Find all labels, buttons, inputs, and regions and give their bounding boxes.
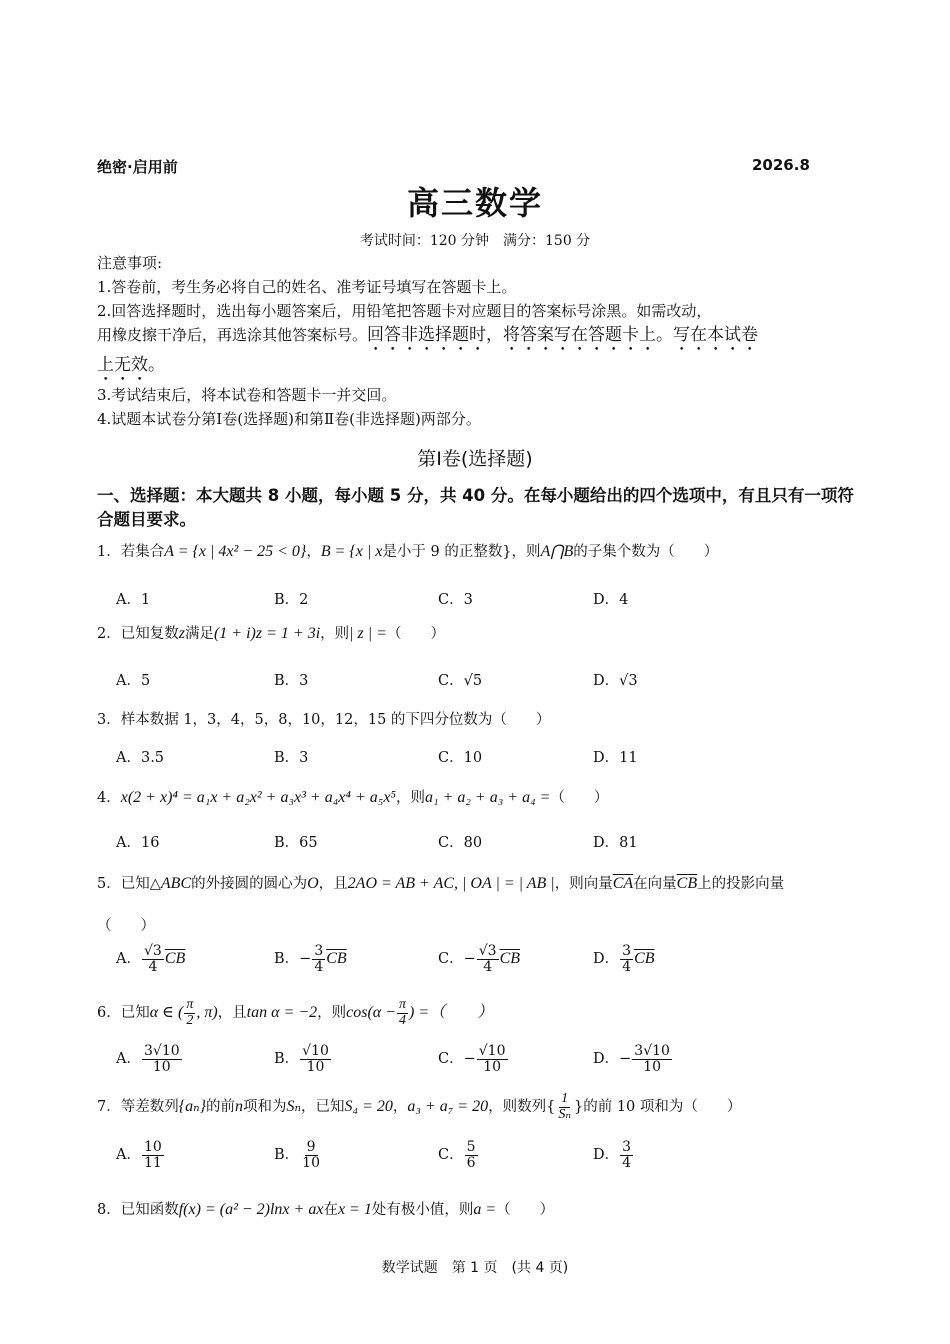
q6-option-c: C．− $\frac{√10}{10}$: [438, 1043, 506, 1075]
question-7: 7．等差数列{aₙ}的前n项和为Sₙ，已知S₄ = 20，a₃ + a₇ = 20，则数列{ $\frac{1}{\text{Sₙ}}$ }的前 10 项和为（ ）: [97, 1091, 742, 1122]
note-1: 1.答卷前，考生务必将自己的姓名、准考证号填写在答题卡上。: [97, 278, 517, 296]
q1-option-b: B．2: [274, 592, 309, 608]
q5-option-a: A． $\frac{√3}{4}$ $\overline{CB}$: [116, 943, 186, 975]
note-2a: 2.回答选择题时，选出每小题答案后，用铅笔把答题卡对应题目的答案标号涂黑。如需改动，: [97, 302, 712, 320]
q5-option-c: C．− $\frac{√3}{4}$ $\overline{CB}$: [438, 943, 521, 975]
page-footer: 数学试题 第 1 页 (共 4 页): [381, 1260, 569, 1276]
q4-option-a: A．16: [116, 835, 160, 851]
q7-option-d: D． $\frac{3}{4}$: [593, 1139, 632, 1171]
q6-option-b: B． $\frac{√10}{10}$: [274, 1043, 329, 1075]
notes-heading: 注意事项:: [97, 254, 163, 272]
note-2b: 用橡皮擦干净后，再选涂其他答案标号。回答非选择题时，将答案写在答题卡上。写在本试卷: [97, 325, 759, 345]
q2-option-a: A．5: [116, 673, 151, 689]
question-3: 3．样本数据 1，3，4，5，8，10，12，15 的下四分位数为（ ）: [97, 712, 551, 728]
note-2d: 上无效。: [97, 355, 165, 375]
exam-info: 考试时间：120 分钟 满分：150 分: [359, 233, 591, 249]
confidential-label: 绝密·启用前: [97, 158, 178, 176]
q5-option-b: B．− $\frac{3}{4}$ $\overline{CB}$: [274, 943, 347, 975]
note-3: 3.考试结束后，将本试卷和答题卡一并交回。: [97, 386, 397, 404]
q4-option-c: C．80: [438, 835, 483, 851]
question-5-paren: （ ）: [97, 918, 155, 934]
q2-option-c: C．√5: [438, 673, 483, 689]
q5-option-d: D． $\frac{3}{4}$ $\overline{CB}$: [593, 943, 655, 975]
question-2: 2．已知复数z满足(1 + i)z = 1 + 3i，则| z | =（ ）: [97, 625, 445, 642]
q7-option-c: C． $\frac{5}{6}$: [438, 1139, 476, 1171]
q3-option-a: A．3.5: [116, 750, 165, 766]
q2-option-d: D．√3: [593, 673, 638, 689]
q1-option-d: D．4: [593, 592, 629, 608]
question-6: 6．已知α ∈ ( $\frac{\pi}{2}$ , π)，且tan α = −2，则cos(α − $\frac{\pi}{4}$ ) =（ ）: [97, 997, 494, 1028]
q7-option-b: B． $\frac{9}{10}$: [274, 1139, 320, 1171]
q3-option-d: D．11: [593, 750, 638, 766]
question-5: 5．已知△ABC的外接圆的圆心为O，且2AO = AB + AC, | OA | = | AB |，则向量$\overline{CA}$在向量$\overline{CB}$上的投影向量: [97, 875, 785, 892]
q3-option-c: C．10: [438, 750, 483, 766]
q4-option-b: B．65: [274, 835, 318, 851]
q6-option-d: D．− $\frac{3√10}{10}$: [593, 1043, 670, 1075]
question-4: 4．x(2 + x)⁴ = a₁x + a₂x² + a₃x³ + a₄x⁴ + a₅x⁵，则a₁ + a₂ + a₃ + a₄ =（ ）: [97, 789, 609, 806]
q6-option-a: A． $\frac{3√10}{10}$: [116, 1043, 180, 1075]
q1-option-c: C．3: [438, 592, 473, 608]
note-4: 4.试题本试卷分第Ⅰ卷(选择题)和第Ⅱ卷(非选择题)两部分。: [97, 410, 481, 428]
q3-option-b: B．3: [274, 750, 309, 766]
question-8: 8．已知函数f(x) = (a² − 2)lnx + ax在x = 1处有极小值，则a =（ ）: [97, 1201, 555, 1218]
q4-option-d: D．81: [593, 835, 638, 851]
part-instructions: 一、选择题：本大题共 8 小题，每小题 5 分，共 40 分。在每小题给出的四个选项中，有且只有一项符合题目要求。: [97, 486, 854, 529]
q1-option-a: A．1: [116, 592, 151, 608]
section-title: 第Ⅰ卷(选择题): [417, 448, 533, 470]
question-1: 1．若集合A = {x | 4x² − 25 < 0}，B = {x | x是小于 9 的正整数}，则A⋂B的子集个数为（ ）: [97, 543, 719, 560]
exam-date: 2026.8: [752, 156, 810, 174]
q2-option-b: B．3: [274, 673, 309, 689]
q7-option-a: A． $\frac{10}{11}$: [116, 1139, 162, 1171]
page-title: 高三数学: [406, 184, 543, 222]
